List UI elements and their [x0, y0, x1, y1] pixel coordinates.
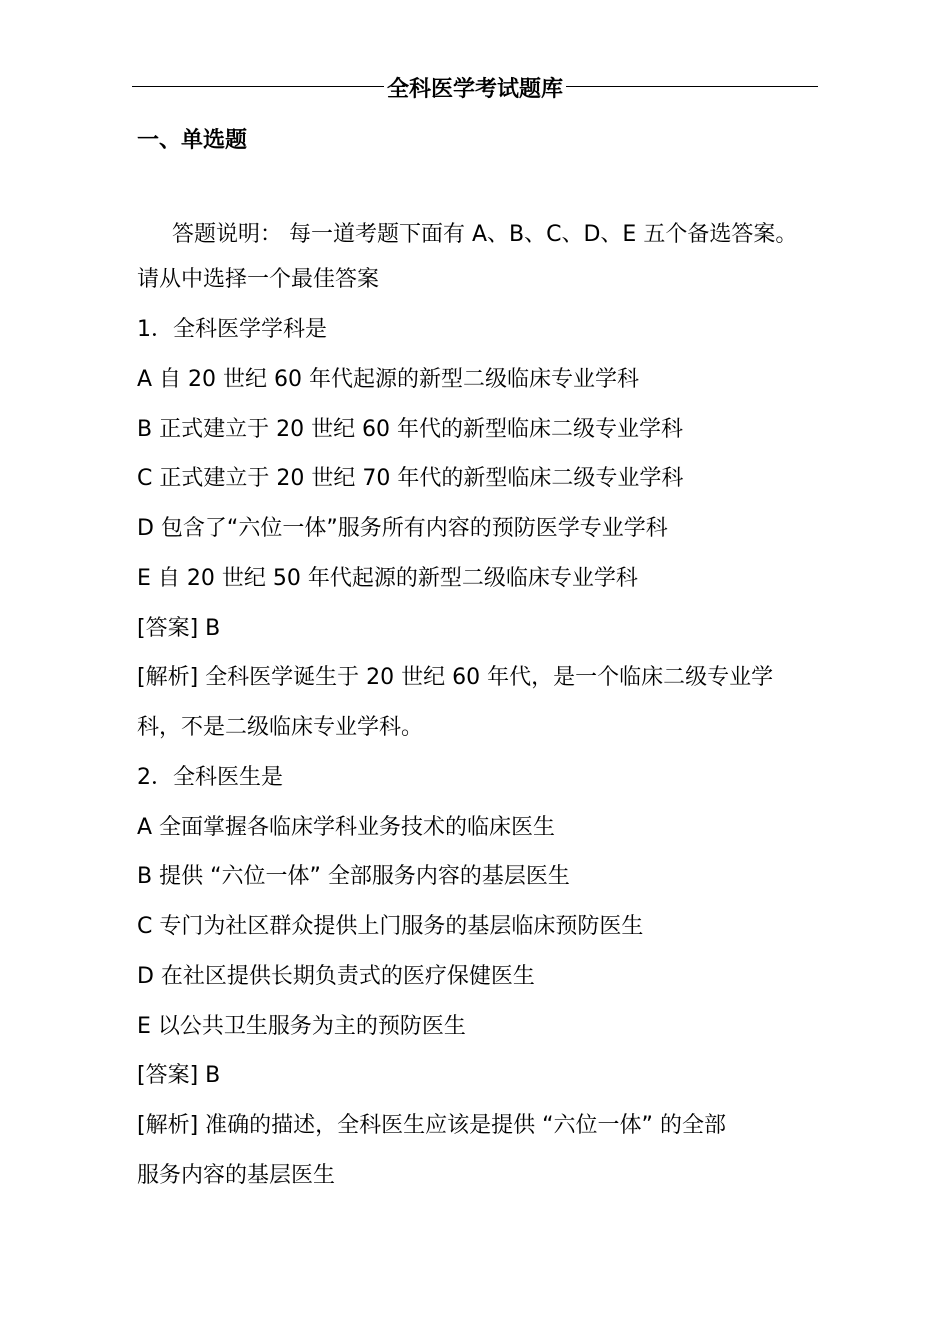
question-1-explanation-line-1: [解析] 全科医学诞生于 20 世纪 60 年代，是一个临床二级专业学: [137, 665, 774, 690]
question-1-answer: [答案] B: [137, 616, 221, 641]
question-2-option-d: D 在社区提供长期负责式的医疗保健医生: [137, 964, 535, 989]
question-2-option-b: B 提供 “六位一体” 全部服务内容的基层医生: [137, 864, 570, 889]
question-2-option-e: E 以公共卫生服务为主的预防医生: [137, 1014, 466, 1039]
question-2-option-a: A 全面掌握各临床学科业务技术的临床医生: [137, 815, 556, 840]
question-1-option-e: E 自 20 世纪 50 年代起源的新型二级临床专业学科: [137, 566, 638, 591]
document-title: [0, 73, 950, 107]
question-2-stem: 2．全科医生是: [137, 765, 283, 790]
question-1-option-d: D 包含了“六位一体”服务所有内容的预防医学专业学科: [137, 516, 668, 541]
question-2-explanation-line-1: [解析] 准确的描述，全科医生应该是提供 “六位一体” 的全部: [137, 1113, 726, 1138]
question-2-answer: [答案] B: [137, 1063, 221, 1088]
question-1-explanation-line-2: 科，不是二级临床专业学科。: [137, 715, 424, 740]
question-2-explanation-line-2: 服务内容的基层医生: [137, 1163, 336, 1188]
question-1-option-b: B 正式建立于 20 世纪 60 年代的新型临床二级专业学科: [137, 417, 684, 442]
instructions-line-2: 请从中选择一个最佳答案: [137, 267, 380, 292]
section-heading: 一、单选题: [137, 128, 248, 153]
question-1-option-a: A 自 20 世纪 60 年代起源的新型二级临床专业学科: [137, 367, 640, 392]
question-2-option-c: C 专门为社区群众提供上门服务的基层临床预防医生: [137, 914, 644, 939]
instructions-line-1: 答题说明： 每一道考题下面有 A、B、C、D、E 五个备选答案。: [172, 222, 798, 247]
question-1-stem: 1．全科医学学科是: [137, 317, 327, 342]
document-title-text: 全科医学考试题库: [384, 77, 566, 102]
question-1-option-c: C 正式建立于 20 世纪 70 年代的新型临床二级专业学科: [137, 466, 684, 491]
